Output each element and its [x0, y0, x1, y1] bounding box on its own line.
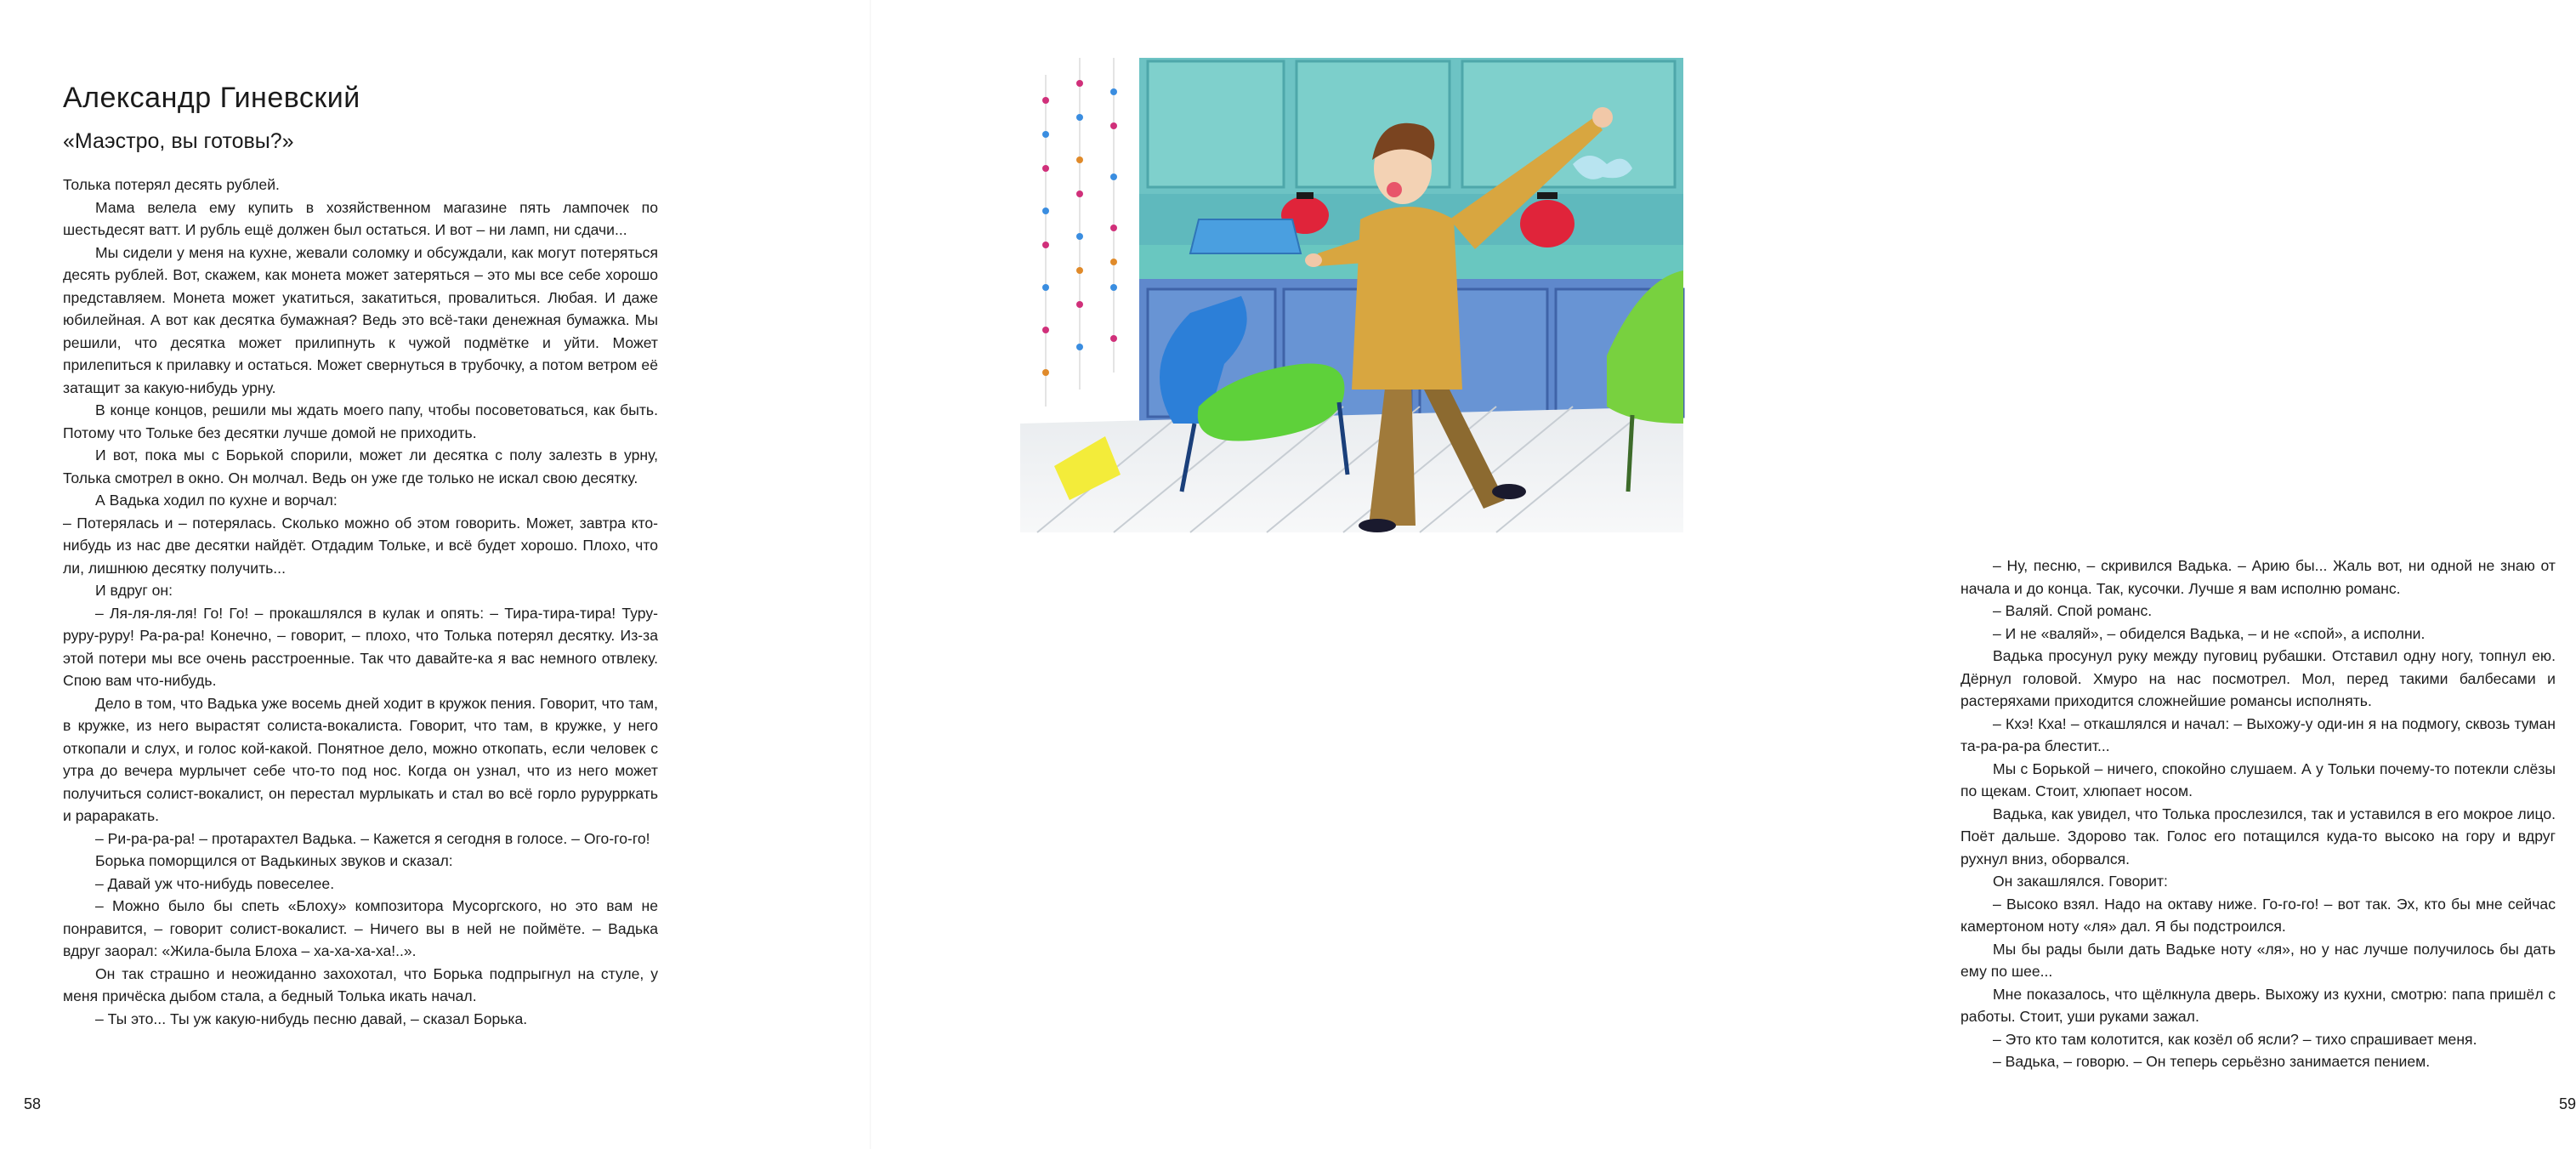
paragraph: – Кхэ! Кха! – откашлялся и начал: – Выхожу-у оди-ин я на подмогу, сквозь туман та-ра-ра-ра блестит... — [1960, 714, 2556, 754]
story-title: «Маэстро, вы готовы?» — [63, 129, 294, 153]
paragraph: – Высоко взял. Надо на октаву ниже. Го-го-го! – вот так. Эх, кто бы мне сейчас камертоном ноту «ля» дал. Я бы подстроился. — [1960, 895, 2556, 935]
paragraph: – Ри-ра-ра-ра! – протарахтел Вадька. – Кажется я сегодня в голосе. – Ого-го-го! — [95, 829, 650, 847]
right-page-text — [1960, 555, 2556, 1073]
paragraph: Толька потерял десять рублей. — [63, 176, 280, 193]
paragraph: Борька поморщился от Вадькиных звуков и сказал: — [95, 852, 453, 869]
paragraph: В конце концов, решили мы ждать моего папу, чтобы посоветоваться, как быть. Потому что Тольке без десятки лучше домой не приходить. — [63, 401, 658, 441]
paragraph: – Это кто там колотится, как козёл об ясли? – тихо спрашивает меня. — [1993, 1030, 2477, 1048]
page-number-left: 58 — [24, 1095, 42, 1112]
paragraph: Мы бы рады были дать Вадьке ноту «ля», но у нас лучше получилось бы дать ему по шее... — [1960, 940, 2556, 980]
paragraph: Мне показалось, что щёлкнула дверь. Выхожу из кухни, смотрю: папа пришёл с работы. Стоит, уши руками зажал. — [1960, 985, 2556, 1025]
paragraph: А Вадька ходил по кухне и ворчал: — [95, 492, 338, 509]
author-name: Александр Гиневский — [63, 82, 360, 114]
paragraph: – Потерялась и – потерялась. Сколько можно об этом говорить. Может, завтра кто-нибудь из нас две десятки найдёт. Отдадим Тольке, и всё будет хорошо. Плохо, что ли, лишнюю десятку получить... — [63, 514, 658, 577]
paragraph: Мы с Борькой – ничего, спокойно слушаем. А у Тольки почему-то потекли слёзы по щекам. Стоит, хлюпает носом. — [1960, 759, 2556, 799]
left-page — [0, 0, 871, 1149]
boy-singing-in-kitchen-illustration — [1020, 49, 1683, 532]
paragraph: – Можно было бы спеть «Блоху» композитора Мусоргского, но это вам не понравится, – говорит солист-вокалист. – Ничего вы в ней не поймёте. – Вадька вдруг заорал: «Жила-была Блоха – ха-ха-ха-ха!..». — [63, 897, 658, 959]
paragraph: – Валяй. Спой романс. — [1993, 602, 2153, 619]
paragraph: Он закашлялся. Говорит: — [1993, 873, 2168, 890]
paragraph: И вдруг он: — [95, 582, 173, 599]
paragraph: Дело в том, что Вадька уже восемь дней ходит в кружок пения. Говорит, что там, в кружке, из него вырастят солиста-вокалиста. Говорит, что там, в кружке, у него откопали и слух, и голос кой-какой. Понятное дело, можно откопать, если человек с утра до вечера мурлычет себе что-то под нос. Когда он узнал, что из него может получиться солист-вокалист, он перестал мурлыкать и стал во всё горло рурурркать и рарарaкать. — [63, 694, 658, 824]
page-number-right: 59 — [2559, 1095, 2576, 1112]
paragraph: – Ты это... Ты уж какую-нибудь песню давай, – сказал Борька. — [95, 1010, 528, 1027]
paragraph: Мама велела ему купить в хозяйственном магазине пять лампочек по шестьдесят ватт. И рубль ещё должен был остаться. И вот – ни ламп, ни сдачи... — [63, 198, 658, 238]
paragraph: – Ля-ля-ля-ля! Го! Го! – прокашлялся в кулак и опять: – Тира-тира-тира! Туру-руру-руру! Ра-ра-ра! Конечно, – говорит, – плохо, что Толька потерял десятку. Из-за этой потери мы все очень расстроенные. Так что давайте-ка я вас немного отвлеку. Спою вам что-нибудь. — [63, 604, 658, 689]
paragraph: Мы сидели у меня на кухне, жевали соломку и обсуждали, как могут потеряться десять рублей. Вот, скажем, как монета может затеряться – это мы все себе хорошо представляем. Монета может укатиться, закатиться, провалиться. Любая. И даже юбилейная. А вот как десятка бумажная? Ведь это всё-таки денежная бумажка. Мы решили, что десятка может прилипнуть к чужой подмётке и уйти. Может прилепиться к прилавку и остаться. Может свернуться в трубочку, а потом ветром её затащит за какую-нибудь урну. — [63, 243, 658, 396]
left-page-text — [63, 173, 658, 1030]
paragraph: – Вадька, – говорю. – Он теперь серьёзно занимается пением. — [1993, 1053, 2431, 1070]
paragraph: – И не «валяй», – обиделся Вадька, – и не «спой», а исполни. — [1993, 624, 2426, 642]
paragraph: И вот, пока мы с Борькой спорили, может ли десятка с полу залезть в урну, Толька смотрел в окно. Он молчал. Ведь он уже где только не искал свою десятку. — [63, 447, 658, 486]
paragraph: – Ну, песню, – скривился Вадька. – Арию бы... Жаль вот, ни одной не знаю от начала и до конца. Так, кусочки. Лучше я вам исполню романс. — [1960, 557, 2556, 597]
paragraph: Он так страшно и неожиданно захохотал, что Борька подпрыгнул на стуле, у меня причёска дыбом стала, а бедный Толька икать начал. — [63, 964, 658, 1004]
paragraph: Вадька, как увидел, что Толька прослезился, так и уставился в его мокрое лицо. Поёт дальше. Здорово так. Голос его потащился куда-то высоко на гору и вдруг рухнул вниз, оборвался. — [1960, 805, 2556, 867]
paragraph: Вадька просунул руку между пуговиц рубашки. Отставил одну ногу, топнул ею. Дёрнул головой. Хмуро на нас посмотрел. Мол, перед такими балбесами и растеряхами приходится сложнейшие романсы исполнять. — [1960, 647, 2556, 709]
paragraph: – Давай уж что-нибудь повеселее. — [95, 874, 335, 892]
